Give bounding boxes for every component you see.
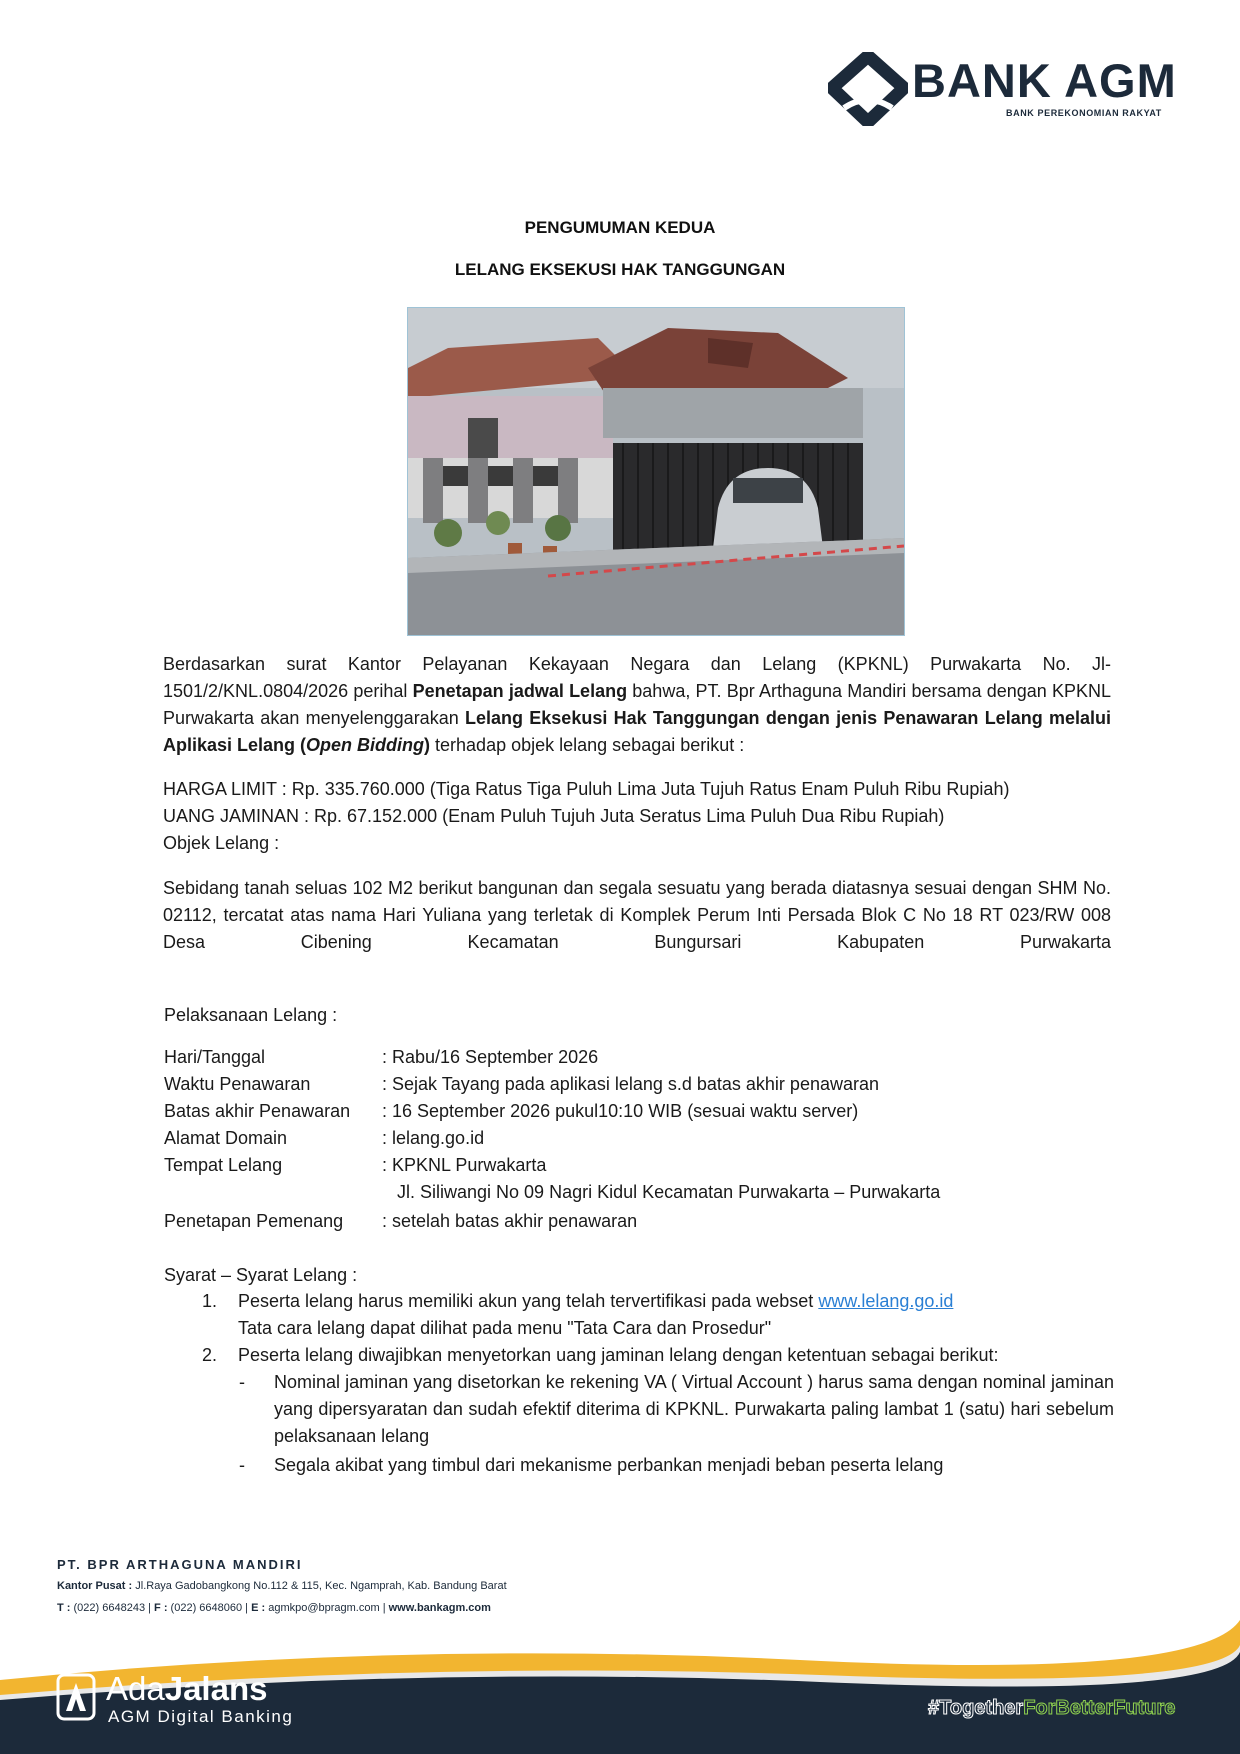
bank-agm-logo bbox=[828, 50, 1178, 130]
footer-address bbox=[57, 1580, 507, 1592]
hashtag-part-1: #Together bbox=[928, 1697, 1024, 1719]
footer-company: PT. BPR ARTHAGUNA MANDIRI bbox=[57, 1557, 303, 1572]
list-number: 2. bbox=[202, 1345, 218, 1365]
uang-jaminan: UANG JAMINAN : Rp. 67.152.000 (Enam Puluh Tujuh Juta Seratus Lima Puluh Dua Ribu Rupiah) bbox=[163, 806, 945, 826]
intro-bold-3: ) bbox=[424, 735, 431, 755]
adajalans-subtitle: AGM Digital Banking bbox=[108, 1707, 294, 1726]
row-key: Batas akhir Penawaran bbox=[164, 1101, 351, 1121]
row-value: : Sejak Tayang pada aplikasi lelang s.d batas akhir penawaran bbox=[382, 1074, 879, 1094]
brand-jalans: Jalans bbox=[164, 1670, 268, 1707]
row-value: : lelang.go.id bbox=[382, 1128, 485, 1148]
syarat-sub-item-1: Nominal jaminan yang disetorkan ke rekening VA ( Virtual Account ) harus sama dengan nominal jaminan yang dipersyaratan dan sudah efektif diterima di KPKNL. Purwakarta paling lambat 1 (satu) hari sebelum pelaksanaan lelang bbox=[274, 1372, 1114, 1446]
intro-bold-2: Lelang Eksekusi Hak Tanggungan dengan jenis Penawaran Lelang melalui Aplikasi Lelang ( bbox=[163, 708, 1111, 755]
footer-fax: (022) 6648060 | bbox=[167, 1602, 252, 1614]
footer-f-label: F : bbox=[154, 1602, 168, 1614]
row-key: Penetapan Pemenang bbox=[164, 1211, 344, 1231]
lelang-link[interactable]: www.lelang.go.id bbox=[818, 1291, 954, 1311]
objek-label: Objek Lelang : bbox=[163, 833, 280, 853]
footer-kantor-label: Kantor Pusat : bbox=[57, 1580, 133, 1592]
footer-email: agmkpo@bpragm.com | bbox=[265, 1602, 389, 1614]
pelaksanaan-heading: Pelaksanaan Lelang : bbox=[164, 1005, 338, 1025]
row-key: Alamat Domain bbox=[164, 1128, 288, 1148]
row-key: Tempat Lelang bbox=[164, 1155, 283, 1175]
adajalans-name bbox=[106, 1669, 267, 1709]
row-value: : KPKNL Purwakarta bbox=[382, 1155, 547, 1175]
brand-ada: Ada bbox=[106, 1670, 165, 1707]
syarat-item-1-line-2: Tata cara lelang dapat dilihat pada menu "Tata Cara dan Prosedur" bbox=[238, 1318, 772, 1338]
property-photo bbox=[407, 307, 905, 636]
intro-text-3: terhadap objek lelang sebagai berikut : bbox=[430, 735, 745, 755]
intro-paragraph bbox=[163, 651, 1111, 759]
footer-t-label: T : bbox=[57, 1602, 71, 1614]
hashtag-part-2: ForBetterFuture bbox=[1023, 1697, 1176, 1719]
syarat-heading: Syarat – Syarat Lelang : bbox=[164, 1265, 358, 1285]
intro-bold-italic: Open Bidding bbox=[306, 735, 425, 755]
list-number: 1. bbox=[202, 1291, 218, 1311]
row-value: : setelah batas akhir penawaran bbox=[382, 1211, 638, 1231]
bullet-dash: - bbox=[239, 1372, 245, 1392]
list-item bbox=[238, 1288, 953, 1315]
syarat-sub-item-2: Segala akibat yang timbul dari mekanisme perbankan menjadi beban peserta lelang bbox=[274, 1455, 944, 1475]
adajalans-icon bbox=[56, 1673, 96, 1723]
row-key: Waktu Penawaran bbox=[164, 1074, 311, 1094]
footer-e-label: E : bbox=[251, 1602, 266, 1614]
page-title: PENGUMUMAN KEDUA bbox=[524, 218, 716, 237]
bank-agm-logo-icon bbox=[828, 52, 908, 126]
bullet-dash: - bbox=[239, 1455, 245, 1475]
row-value: Jl. Siliwangi No 09 Nagri Kidul Kecamatan Purwakarta – Purwakarta bbox=[397, 1182, 941, 1202]
hashtag bbox=[928, 1697, 1175, 1720]
row-value: : Rabu/16 September 2026 bbox=[382, 1047, 599, 1067]
bank-name: BANK AGM bbox=[912, 54, 1177, 107]
row-value: : 16 September 2026 pukul10:10 WIB (sesuai waktu server) bbox=[382, 1101, 859, 1121]
row-key: Hari/Tanggal bbox=[164, 1047, 266, 1067]
page-subtitle: LELANG EKSEKUSI HAK TANGGUNGAN bbox=[454, 260, 786, 279]
objek-description: Sebidang tanah seluas 102 M2 berikut bangunan dan segala sesuatu yang berada diatasnya sesuai dengan SHM No. 02112, tercatat atas nama Hari Yuliana yang terletak di Komplek Perum Inti Persada Blok C No 18 RT 023/RW 008 Desa Cibening Kecamatan Bungursari Kabupaten Purwakarta bbox=[163, 878, 1111, 952]
bank-subtitle: BANK PEREKONOMIAN RAKYAT bbox=[1006, 108, 1162, 118]
footer-website[interactable]: www.bankagm.com bbox=[388, 1602, 491, 1614]
intro-text-2: bahwa, PT. Bpr Arthaguna Mandiri bersama dengan KPKNL Purwakarta akan menyelenggarakan bbox=[163, 681, 1111, 728]
intro-bold-1: Penetapan jadwal Lelang bbox=[412, 681, 628, 701]
adajalans-logo bbox=[56, 1670, 326, 1733]
syarat-item-2-text: Peserta lelang diwajibkan menyetorkan uang jaminan lelang dengan ketentuan sebagai berikut: bbox=[238, 1345, 999, 1365]
footer-kantor-address: Jl.Raya Gadobangkong No.112 & 115, Kec. Ngamprah, Kab. Bandung Barat bbox=[132, 1580, 507, 1592]
intro-text-1: Berdasarkan surat Kantor Pelayanan Kekayaan Negara dan Lelang (KPKNL) Purwakarta No. Jl-1501/2/KNL.0804/2026 perihal bbox=[163, 654, 1111, 701]
footer-phone: (022) 6648243 | bbox=[70, 1602, 155, 1614]
house-image bbox=[408, 308, 904, 635]
harga-limit: HARGA LIMIT : Rp. 335.760.000 (Tiga Ratus Tiga Puluh Lima Juta Tujuh Ratus Enam Puluh Ribu Rupiah) bbox=[163, 779, 1010, 799]
syarat-item-1-text: Peserta lelang harus memiliki akun yang telah tervertifikasi pada webset bbox=[238, 1291, 819, 1311]
